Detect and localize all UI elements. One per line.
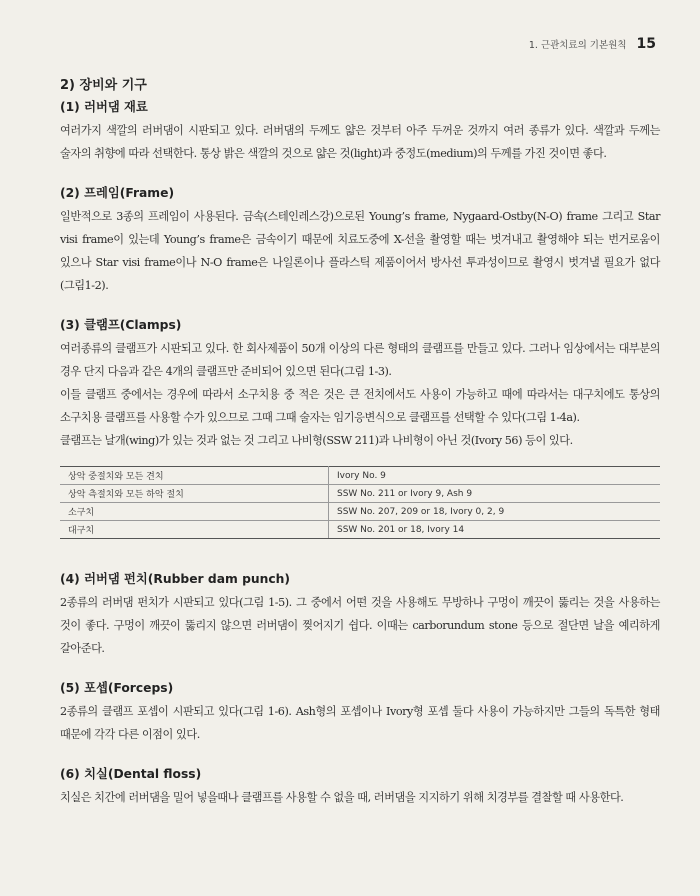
table-cell-tooth: 소구치 — [60, 503, 329, 521]
subsection-title-frame: (2) 프레임(Frame) — [60, 186, 175, 200]
paragraph: 이들 클램프 중에서는 경우에 따라서 소구치용 중 적은 것은 큰 전치에서도 사용이 가능하고 때에 따라서는 대구치에도 통상의 소구치용 클램프를 사용할 수가 있으므로 그때 그때 술자는 임기응변식으로 클램프를 선택할 수 있다(그림 1-4a). — [60, 388, 660, 424]
paragraph: 여러종류의 클램프가 시판되고 있다. 한 회사제품이 50개 이상의 다른 형태의 클램프를 만들고 있다. 그러나 임상에서는 대부분의 경우 단지 다음과 같은 4개의 클램프만 준비되어 있으면 된다(그림 1-3). — [60, 342, 660, 378]
table-cell-clamp: SSW No. 201 or 18, Ivory 14 — [329, 521, 661, 539]
table-row — [60, 503, 660, 521]
subsection-title-dental-floss: (6) 치실(Dental floss) — [60, 767, 202, 781]
subsection-title-forceps: (5) 포셉(Forceps) — [60, 681, 174, 695]
table-row — [60, 521, 660, 539]
running-header — [529, 36, 656, 52]
clamp-table — [60, 466, 660, 539]
table-cell-tooth: 상악 측절치와 모든 하악 절치 — [60, 485, 329, 503]
body-content — [60, 74, 660, 809]
paragraph: 2종류의 러버댐 펀치가 시판되고 있다(그림 1-5). 그 중에서 어떤 것을 사용해도 무방하나 구멍이 깨끗이 뚫리는 것을 사용하는 것이 좋다. 구멍이 깨끗이 뚫리지 않으면 러버댐이 찢어지기 쉽다. 이때는 carborundum stone 등으로 절단면 날을 예리하게 갈아준다. — [60, 596, 660, 655]
table-cell-clamp: Ivory No. 9 — [329, 467, 661, 485]
table-cell-clamp: SSW No. 211 or Ivory 9, Ash 9 — [329, 485, 661, 503]
subsection-title-rubber-dam-material: (1) 러버댐 재료 — [60, 100, 148, 114]
table-cell-tooth: 상악 중절치와 모든 견치 — [60, 467, 329, 485]
paragraph: 2종류의 클램프 포셉이 시판되고 있다(그림 1-6). Ash형의 포셉이나 Ivory형 포셉 둘다 사용이 가능하지만 그들의 독특한 형태 때문에 각각 다른 이점이 있다. — [60, 705, 660, 741]
subsection-title-rubber-dam-punch: (4) 러버댐 펀치(Rubber dam punch) — [60, 572, 291, 586]
paragraph: 여러가지 색깔의 러버댐이 시판되고 있다. 러버댐의 두께도 얇은 것부터 아주 두꺼운 것까지 여러 종류가 있다. 색깔과 두께는 술자의 취향에 따라 선택한다. 통상 밝은 색깔의 것으로 얇은 것(light)과 중정도(medium)의 두께를 가진 것이면 좋다. — [60, 124, 660, 160]
table-cell-tooth: 대구치 — [60, 521, 329, 539]
chapter-title: 1. 근관치료의 기본원칙 — [528, 40, 627, 51]
paragraph: 클램프는 날개(wing)가 있는 것과 없는 것 그리고 나비형(SSW 211)과 나비형이 아닌 것(Ivory 56) 등이 있다. — [60, 434, 573, 447]
table-row — [60, 467, 660, 485]
table-row — [60, 485, 660, 503]
section-title: 2) 장비와 기구 — [60, 78, 147, 93]
page-number: 15 — [636, 36, 656, 52]
paragraph: 일반적으로 3종의 프레임이 사용된다. 금속(스테인레스강)으로된 Young’s frame, Nygaard-Ostby(N-O) frame 그리고 Star visi frame이 있는데 Young’s frame은 금속이기 때문에 치료도중에 X-선을 촬영할 때는 벗겨내고 촬영해야 되는 번거로움이 있으나 Star visi frame이나 N-O frame은 나일론이나 플라스틱 제품이어서 방사선 투과성이므로 촬영시 벗겨낼 필요가 없다(그림1-2). — [60, 210, 660, 292]
table-cell-clamp: SSW No. 207, 209 or 18, Ivory 0, 2, 9 — [329, 503, 661, 521]
subsection-title-clamps: (3) 클램프(Clamps) — [60, 318, 182, 332]
paragraph: 치실은 치간에 러버댐을 밀어 넣을때나 클램프를 사용할 수 없을 때, 러버댐을 지지하기 위해 치경부를 결찰할 때 사용한다. — [60, 791, 624, 804]
